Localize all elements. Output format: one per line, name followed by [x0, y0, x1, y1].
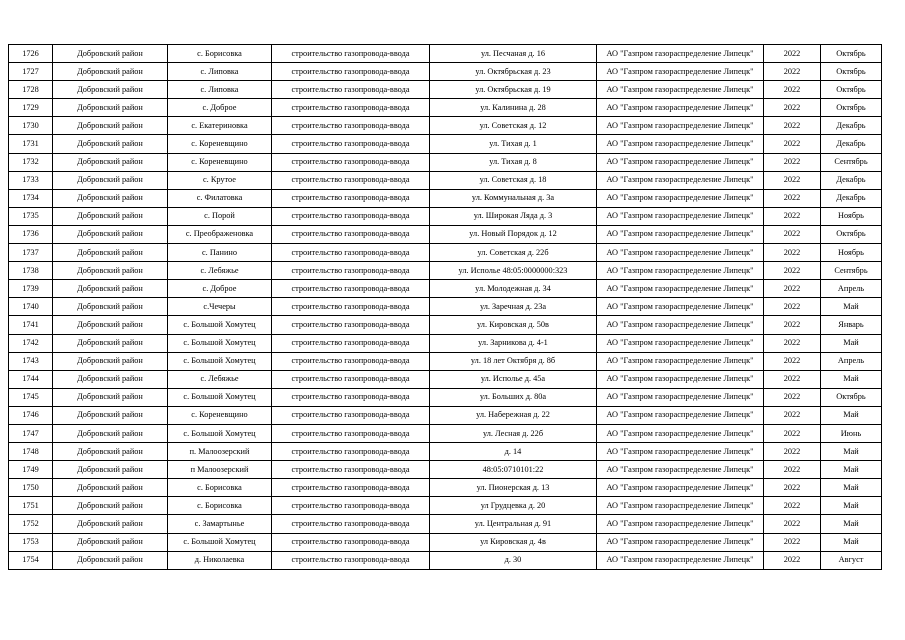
year-cell: 2022 — [764, 153, 821, 171]
work-type-cell: строительство газопровода-ввода — [272, 497, 430, 515]
district-cell: Добровский район — [53, 479, 168, 497]
month-cell: Октябрь — [821, 45, 882, 63]
year-cell: 2022 — [764, 189, 821, 207]
settlement-cell: с. Борисовка — [168, 45, 272, 63]
contractor-cell: АО "Газпром газораспределение Липецк" — [597, 244, 764, 262]
district-cell: Добровский район — [53, 533, 168, 551]
contractor-cell: АО "Газпром газораспределение Липецк" — [597, 316, 764, 334]
address-cell: ул. Советская д. 18 — [430, 171, 597, 189]
row-number: 1747 — [9, 424, 53, 442]
year-cell: 2022 — [764, 171, 821, 189]
year-cell: 2022 — [764, 334, 821, 352]
row-number: 1748 — [9, 443, 53, 461]
work-type-cell: строительство газопровода-ввода — [272, 171, 430, 189]
contractor-cell: АО "Газпром газораспределение Липецк" — [597, 45, 764, 63]
month-cell: Декабрь — [821, 189, 882, 207]
month-cell: Май — [821, 479, 882, 497]
settlement-cell: с. Филатовка — [168, 189, 272, 207]
address-cell: ул. Советская д. 22б — [430, 244, 597, 262]
district-cell: Добровский район — [53, 370, 168, 388]
settlement-cell: с. Доброе — [168, 280, 272, 298]
settlement-cell: с. Лебяжье — [168, 370, 272, 388]
year-cell: 2022 — [764, 298, 821, 316]
month-cell: Май — [821, 497, 882, 515]
table-row — [9, 81, 882, 99]
month-cell: Сентябрь — [821, 153, 882, 171]
settlement-cell: с. Порой — [168, 207, 272, 225]
settlement-cell: с. Кореневщино — [168, 406, 272, 424]
work-type-cell: строительство газопровода-ввода — [272, 207, 430, 225]
table-row — [9, 262, 882, 280]
month-cell: Январь — [821, 316, 882, 334]
month-cell: Апрель — [821, 280, 882, 298]
district-cell: Добровский район — [53, 117, 168, 135]
contractor-cell: АО "Газпром газораспределение Липецк" — [597, 533, 764, 551]
district-cell: Добровский район — [53, 334, 168, 352]
address-cell: ул. Коммунальная д. 3а — [430, 189, 597, 207]
month-cell: Декабрь — [821, 135, 882, 153]
settlement-cell: с. Липовка — [168, 63, 272, 81]
address-cell: ул. Исполье д. 45а — [430, 370, 597, 388]
work-type-cell: строительство газопровода-ввода — [272, 99, 430, 117]
row-number: 1754 — [9, 551, 53, 569]
work-type-cell: строительство газопровода-ввода — [272, 81, 430, 99]
district-cell: Добровский район — [53, 45, 168, 63]
district-cell: Добровский район — [53, 298, 168, 316]
year-cell: 2022 — [764, 207, 821, 225]
district-cell: Добровский район — [53, 99, 168, 117]
district-cell: Добровский район — [53, 81, 168, 99]
row-number: 1750 — [9, 479, 53, 497]
row-number: 1743 — [9, 352, 53, 370]
table-body — [9, 45, 882, 570]
contractor-cell: АО "Газпром газораспределение Липецк" — [597, 424, 764, 442]
table-row — [9, 352, 882, 370]
work-type-cell: строительство газопровода-ввода — [272, 280, 430, 298]
table-row — [9, 153, 882, 171]
work-type-cell: строительство газопровода-ввода — [272, 298, 430, 316]
month-cell: Октябрь — [821, 63, 882, 81]
contractor-cell: АО "Газпром газораспределение Липецк" — [597, 189, 764, 207]
month-cell: Май — [821, 406, 882, 424]
contractor-cell: АО "Газпром газораспределение Липецк" — [597, 515, 764, 533]
work-type-cell: строительство газопровода-ввода — [272, 424, 430, 442]
month-cell: Май — [821, 334, 882, 352]
year-cell: 2022 — [764, 443, 821, 461]
month-cell: Апрель — [821, 352, 882, 370]
district-cell: Добровский район — [53, 497, 168, 515]
contractor-cell: АО "Газпром газораспределение Липецк" — [597, 225, 764, 243]
year-cell: 2022 — [764, 424, 821, 442]
address-cell: ул. Молодежная д. 34 — [430, 280, 597, 298]
settlement-cell: п. Малоозерский — [168, 443, 272, 461]
address-cell: ул. Широкая Ляда д. 3 — [430, 207, 597, 225]
table-row — [9, 225, 882, 243]
district-cell: Добровский район — [53, 443, 168, 461]
row-number: 1746 — [9, 406, 53, 424]
table-row — [9, 388, 882, 406]
address-cell: ул. Пионерская д. 13 — [430, 479, 597, 497]
district-cell: Добровский район — [53, 406, 168, 424]
settlement-cell: с. Лебяжье — [168, 262, 272, 280]
work-type-cell: строительство газопровода-ввода — [272, 262, 430, 280]
work-type-cell: строительство газопровода-ввода — [272, 225, 430, 243]
table-row — [9, 316, 882, 334]
table-row — [9, 189, 882, 207]
month-cell: Июнь — [821, 424, 882, 442]
contractor-cell: АО "Газпром газораспределение Липецк" — [597, 551, 764, 569]
row-number: 1739 — [9, 280, 53, 298]
contractor-cell: АО "Газпром газораспределение Липецк" — [597, 479, 764, 497]
address-cell: ул. 18 лет Октября д. 8б — [430, 352, 597, 370]
work-type-cell: строительство газопровода-ввода — [272, 135, 430, 153]
district-cell: Добровский район — [53, 262, 168, 280]
work-type-cell: строительство газопровода-ввода — [272, 153, 430, 171]
row-number: 1744 — [9, 370, 53, 388]
work-type-cell: строительство газопровода-ввода — [272, 479, 430, 497]
contractor-cell: АО "Газпром газораспределение Липецк" — [597, 461, 764, 479]
row-number: 1728 — [9, 81, 53, 99]
year-cell: 2022 — [764, 45, 821, 63]
address-cell: ул. Тихая д. 8 — [430, 153, 597, 171]
address-cell: ул Грудцевка д. 20 — [430, 497, 597, 515]
contractor-cell: АО "Газпром газораспределение Липецк" — [597, 280, 764, 298]
row-number: 1753 — [9, 533, 53, 551]
year-cell: 2022 — [764, 515, 821, 533]
month-cell: Декабрь — [821, 117, 882, 135]
month-cell: Октябрь — [821, 388, 882, 406]
address-cell: 48:05:0710101:22 — [430, 461, 597, 479]
table-row — [9, 443, 882, 461]
row-number: 1731 — [9, 135, 53, 153]
district-cell: Добровский район — [53, 280, 168, 298]
district-cell: Добровский район — [53, 352, 168, 370]
row-number: 1741 — [9, 316, 53, 334]
year-cell: 2022 — [764, 533, 821, 551]
year-cell: 2022 — [764, 99, 821, 117]
address-cell: ул. Центральная д. 91 — [430, 515, 597, 533]
table-row — [9, 461, 882, 479]
work-type-cell: строительство газопровода-ввода — [272, 388, 430, 406]
address-cell: ул. Исполье 48:05:0000000:323 — [430, 262, 597, 280]
work-type-cell: строительство газопровода-ввода — [272, 443, 430, 461]
work-type-cell: строительство газопровода-ввода — [272, 334, 430, 352]
table-row — [9, 515, 882, 533]
work-type-cell: строительство газопровода-ввода — [272, 370, 430, 388]
year-cell: 2022 — [764, 497, 821, 515]
row-number: 1736 — [9, 225, 53, 243]
work-type-cell: строительство газопровода-ввода — [272, 515, 430, 533]
row-number: 1734 — [9, 189, 53, 207]
year-cell: 2022 — [764, 551, 821, 569]
contractor-cell: АО "Газпром газораспределение Липецк" — [597, 497, 764, 515]
table-row — [9, 99, 882, 117]
month-cell: Май — [821, 443, 882, 461]
settlement-cell: с. Липовка — [168, 81, 272, 99]
row-number: 1727 — [9, 63, 53, 81]
settlement-cell: с. Преображеновка — [168, 225, 272, 243]
contractor-cell: АО "Газпром газораспределение Липецк" — [597, 334, 764, 352]
month-cell: Май — [821, 533, 882, 551]
district-cell: Добровский район — [53, 153, 168, 171]
row-number: 1732 — [9, 153, 53, 171]
settlement-cell: д. Николаевка — [168, 551, 272, 569]
year-cell: 2022 — [764, 225, 821, 243]
contractor-cell: АО "Газпром газораспределение Липецк" — [597, 352, 764, 370]
settlement-cell: с. Большой Хомутец — [168, 352, 272, 370]
year-cell: 2022 — [764, 316, 821, 334]
settlement-cell: с. Большой Хомутец — [168, 334, 272, 352]
year-cell: 2022 — [764, 461, 821, 479]
month-cell: Сентябрь — [821, 262, 882, 280]
contractor-cell: АО "Газпром газораспределение Липецк" — [597, 153, 764, 171]
district-cell: Добровский район — [53, 63, 168, 81]
row-number: 1752 — [9, 515, 53, 533]
district-cell: Добровский район — [53, 207, 168, 225]
address-cell: ул. Калинина д. 28 — [430, 99, 597, 117]
address-cell: ул. Советская д. 12 — [430, 117, 597, 135]
month-cell: Август — [821, 551, 882, 569]
work-type-cell: строительство газопровода-ввода — [272, 316, 430, 334]
address-cell: ул. Набережная д. 22 — [430, 406, 597, 424]
row-number: 1740 — [9, 298, 53, 316]
contractor-cell: АО "Газпром газораспределение Липецк" — [597, 388, 764, 406]
district-cell: Добровский район — [53, 461, 168, 479]
settlement-cell: с. Доброе — [168, 99, 272, 117]
table-row — [9, 479, 882, 497]
address-cell: ул. Песчаная д. 16 — [430, 45, 597, 63]
district-cell: Добровский район — [53, 189, 168, 207]
settlement-cell: с.Чечеры — [168, 298, 272, 316]
work-type-cell: строительство газопровода-ввода — [272, 461, 430, 479]
year-cell: 2022 — [764, 352, 821, 370]
month-cell: Октябрь — [821, 99, 882, 117]
work-type-cell: строительство газопровода-ввода — [272, 117, 430, 135]
settlement-cell: с. Крутое — [168, 171, 272, 189]
table-row — [9, 63, 882, 81]
district-cell: Добровский район — [53, 551, 168, 569]
settlement-cell: с. Большой Хомутец — [168, 533, 272, 551]
row-number: 1730 — [9, 117, 53, 135]
data-table — [8, 44, 882, 570]
year-cell: 2022 — [764, 244, 821, 262]
row-number: 1729 — [9, 99, 53, 117]
table-row — [9, 424, 882, 442]
address-cell: ул. Октябрьская д. 19 — [430, 81, 597, 99]
settlement-cell: с. Кореневщино — [168, 153, 272, 171]
district-cell: Добровский район — [53, 225, 168, 243]
row-number: 1737 — [9, 244, 53, 262]
row-number: 1726 — [9, 45, 53, 63]
address-cell: ул. Зарникова д. 4-1 — [430, 334, 597, 352]
row-number: 1733 — [9, 171, 53, 189]
year-cell: 2022 — [764, 370, 821, 388]
work-type-cell: строительство газопровода-ввода — [272, 551, 430, 569]
month-cell: Декабрь — [821, 171, 882, 189]
table-row — [9, 171, 882, 189]
contractor-cell: АО "Газпром газораспределение Липецк" — [597, 443, 764, 461]
work-type-cell: строительство газопровода-ввода — [272, 189, 430, 207]
month-cell: Октябрь — [821, 225, 882, 243]
table-row — [9, 370, 882, 388]
month-cell: Ноябрь — [821, 244, 882, 262]
settlement-cell: с. Екатериновка — [168, 117, 272, 135]
table-row — [9, 551, 882, 569]
year-cell: 2022 — [764, 135, 821, 153]
settlement-cell: с. Большой Хомутец — [168, 424, 272, 442]
month-cell: Май — [821, 515, 882, 533]
work-type-cell: строительство газопровода-ввода — [272, 244, 430, 262]
table-row — [9, 45, 882, 63]
year-cell: 2022 — [764, 280, 821, 298]
table-row — [9, 533, 882, 551]
table-row — [9, 207, 882, 225]
settlement-cell: с. Большой Хомутец — [168, 316, 272, 334]
contractor-cell: АО "Газпром газораспределение Липецк" — [597, 135, 764, 153]
address-cell: ул. Октябрьская д. 23 — [430, 63, 597, 81]
row-number: 1742 — [9, 334, 53, 352]
district-cell: Добровский район — [53, 388, 168, 406]
row-number: 1745 — [9, 388, 53, 406]
row-number: 1738 — [9, 262, 53, 280]
month-cell: Октябрь — [821, 81, 882, 99]
table-row — [9, 135, 882, 153]
address-cell: д. 30 — [430, 551, 597, 569]
settlement-cell: с. Панино — [168, 244, 272, 262]
year-cell: 2022 — [764, 63, 821, 81]
year-cell: 2022 — [764, 388, 821, 406]
district-cell: Добровский район — [53, 316, 168, 334]
year-cell: 2022 — [764, 262, 821, 280]
work-type-cell: строительство газопровода-ввода — [272, 63, 430, 81]
settlement-cell: с. Кореневщино — [168, 135, 272, 153]
month-cell: Май — [821, 461, 882, 479]
table-row — [9, 406, 882, 424]
district-cell: Добровский район — [53, 135, 168, 153]
table-row — [9, 244, 882, 262]
work-type-cell: строительство газопровода-ввода — [272, 533, 430, 551]
contractor-cell: АО "Газпром газораспределение Липецк" — [597, 117, 764, 135]
address-cell: ул Кировская д. 4в — [430, 533, 597, 551]
address-cell: ул. Новый Порядок д. 12 — [430, 225, 597, 243]
contractor-cell: АО "Газпром газораспределение Липецк" — [597, 298, 764, 316]
district-cell: Добровский район — [53, 244, 168, 262]
address-cell: ул. Тихая д. 1 — [430, 135, 597, 153]
address-cell: ул. Кировская д. 50в — [430, 316, 597, 334]
contractor-cell: АО "Газпром газораспределение Липецк" — [597, 406, 764, 424]
month-cell: Ноябрь — [821, 207, 882, 225]
contractor-cell: АО "Газпром газораспределение Липецк" — [597, 99, 764, 117]
table-row — [9, 280, 882, 298]
contractor-cell: АО "Газпром газораспределение Липецк" — [597, 63, 764, 81]
table-row — [9, 497, 882, 515]
work-type-cell: строительство газопровода-ввода — [272, 406, 430, 424]
settlement-cell: с. Большой Хомутец — [168, 388, 272, 406]
work-type-cell: строительство газопровода-ввода — [272, 352, 430, 370]
district-cell: Добровский район — [53, 424, 168, 442]
address-cell: ул. Заречная д. 23а — [430, 298, 597, 316]
month-cell: Май — [821, 298, 882, 316]
year-cell: 2022 — [764, 81, 821, 99]
settlement-cell: с. Замартынье — [168, 515, 272, 533]
address-cell: ул. Больших д. 80а — [430, 388, 597, 406]
row-number: 1749 — [9, 461, 53, 479]
row-number: 1735 — [9, 207, 53, 225]
district-cell: Добровский район — [53, 515, 168, 533]
settlement-cell: п Малоозерский — [168, 461, 272, 479]
year-cell: 2022 — [764, 406, 821, 424]
year-cell: 2022 — [764, 479, 821, 497]
address-cell: д. 14 — [430, 443, 597, 461]
contractor-cell: АО "Газпром газораспределение Липецк" — [597, 370, 764, 388]
contractor-cell: АО "Газпром газораспределение Липецк" — [597, 81, 764, 99]
settlement-cell: с. Борисовка — [168, 497, 272, 515]
month-cell: Май — [821, 370, 882, 388]
address-cell: ул. Лесная д. 22б — [430, 424, 597, 442]
table-row — [9, 117, 882, 135]
year-cell: 2022 — [764, 117, 821, 135]
contractor-cell: АО "Газпром газораспределение Липецк" — [597, 171, 764, 189]
table-row — [9, 334, 882, 352]
row-number: 1751 — [9, 497, 53, 515]
contractor-cell: АО "Газпром газораспределение Липецк" — [597, 262, 764, 280]
table-row — [9, 298, 882, 316]
work-type-cell: строительство газопровода-ввода — [272, 45, 430, 63]
district-cell: Добровский район — [53, 171, 168, 189]
contractor-cell: АО "Газпром газораспределение Липецк" — [597, 207, 764, 225]
settlement-cell: с. Борисовка — [168, 479, 272, 497]
